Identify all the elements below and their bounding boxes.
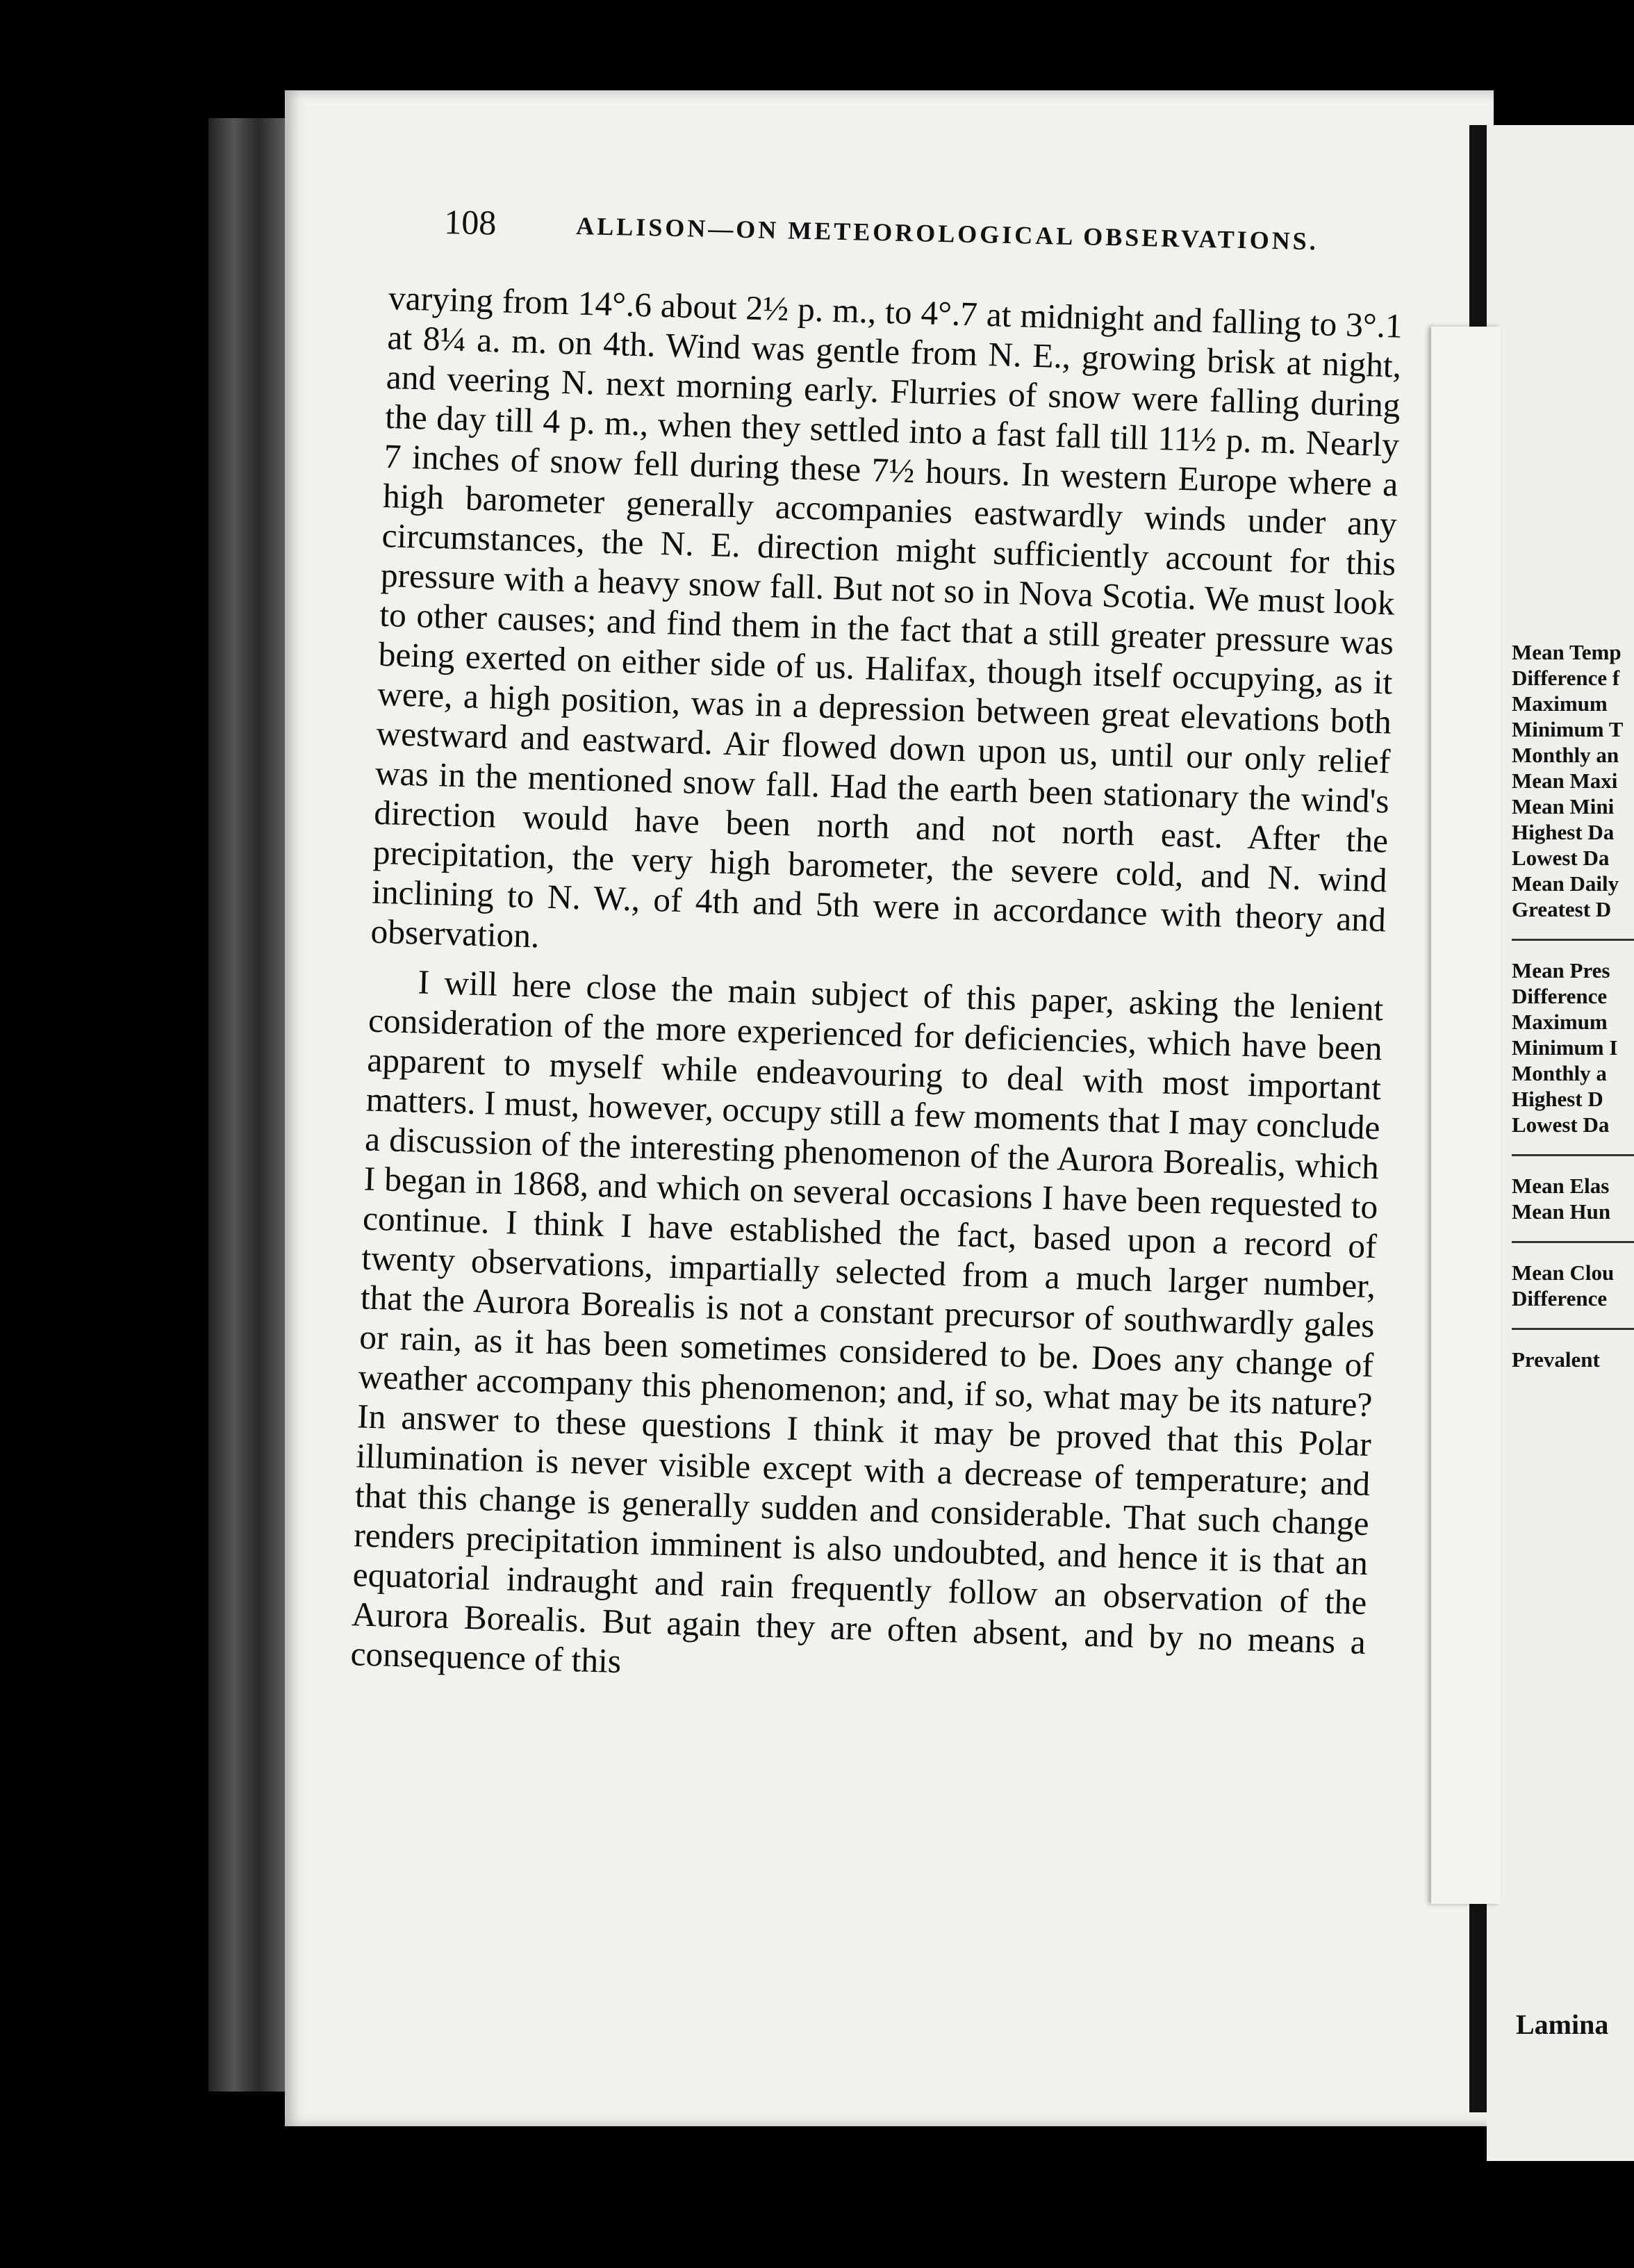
right-group-2: [1512, 958, 1634, 1137]
right-label: Difference f: [1512, 666, 1620, 690]
right-label: Minimum I: [1512, 1035, 1618, 1060]
right-label: Difference: [1512, 1286, 1608, 1310]
right-label: Mean Clou: [1512, 1260, 1615, 1285]
right-group-5: [1512, 1347, 1634, 1372]
right-label: Mean Elas: [1512, 1174, 1610, 1198]
table-rule: [1512, 1241, 1634, 1243]
table-rule: [1512, 1154, 1634, 1156]
right-label: Highest D: [1512, 1087, 1603, 1111]
right-label: Maximum: [1512, 691, 1608, 716]
paragraph: varying from 14°.6 about 2½ p. m., to 4°.7 at midnight and falling to 3°.1 at 8¼ a. m. on 4th. Wind was gentle from N. E., growing brisk at night, and veering N. next morning early. Flurries of snow were falling during the day till 4 p. m., when they settled into a fast fall till 11½ p. m. Nearly 7 inches of snow fell during these 7½ hours. In western Europe where a high barometer generally accompanies eastwardly winds under any circumstances, the N. E. direction might sufficiently account for this pressure with a heavy snow fall. But not so in Nova Scotia. We must look to other causes; and find them in the fact that a still greater pressure was being exerted on either side of us. Halifax, though itself occupying, as it were, a high position, was in a depression between great elevations both westward and eastward. Air flowed down upon us, until our only relief was in the mentioned snow fall. Had the earth been stationary the wind's direction would have been north and not north east. After the precipitation, the very high barometer, the severe cold, and N. wind inclining to N. W., of 4th and 5th were in accordance with theory and observation.: [370, 278, 1403, 955]
right-label: Maximum: [1512, 1010, 1608, 1034]
right-label: Minimum T: [1512, 717, 1624, 741]
right-label: Mean Daily: [1512, 871, 1619, 896]
right-label: Lowest Da: [1512, 846, 1610, 870]
right-label: Mean Temp: [1512, 640, 1621, 664]
right-label: Lowest Da: [1512, 1112, 1610, 1137]
right-group-1: [1512, 639, 1634, 922]
right-label: Monthly an: [1512, 743, 1619, 767]
right-page-table-labels: [1512, 639, 1634, 1372]
right-label: Difference: [1512, 984, 1608, 1008]
right-label: Mean Pres: [1512, 958, 1610, 983]
book-edge: [208, 118, 292, 2092]
table-rule: [1512, 1328, 1634, 1330]
right-label: Greatest D: [1512, 897, 1612, 921]
right-label: Mean Maxi: [1512, 769, 1618, 793]
right-group-3: [1512, 1173, 1634, 1224]
right-page: [1487, 125, 1634, 2161]
right-page-footer: Lamina: [1516, 2009, 1609, 2040]
right-label: Mean Mini: [1512, 794, 1615, 819]
body-text: [341, 278, 1403, 2029]
page-number: 108: [443, 202, 497, 243]
right-label: Prevalent: [1512, 1347, 1600, 1372]
right-label: Mean Hun: [1512, 1199, 1611, 1224]
folded-insert: [1431, 327, 1501, 1904]
right-group-4: [1512, 1260, 1634, 1311]
running-title: ALLISON—ON METEOROLOGICAL OBSERVATIONS.: [575, 211, 1319, 256]
right-label: Highest Da: [1512, 820, 1615, 844]
paragraph: I will here close the main subject of this paper, asking the lenient consideration of the more experienced for deficiencies, which have been apparent to myself while endeavouring to deal with most important matters. I must, however, occupy still a few moments that I may conclude a discussion of the interesting phenomenon of the Aurora Borealis, which I began in 1868, and which on several occasions I have been requested to continue. I think I have established the fact, based upon a record of twenty observations, impartially selected from a much larger number, that the Aurora Borealis is not a constant precursor of southwardly gales or rain, as it has been sometimes considered to be. Does any change of weather accompany this phenomenon; and, if so, what may be its nature? In answer to these questions I think it may be proved that this Polar illumination is never visible except with a decrease of temperature; and that this change is generally sudden and considerable. That such change renders precipitation imminent is also undoubted, and hence it is that an equatorial indraught and rain frequently follow an observation of the Aurora Borealis. But again they are often absent, and by no means a consequence of this: [349, 962, 1384, 1681]
right-label: Monthly a: [1512, 1061, 1607, 1085]
table-rule: [1512, 939, 1634, 941]
